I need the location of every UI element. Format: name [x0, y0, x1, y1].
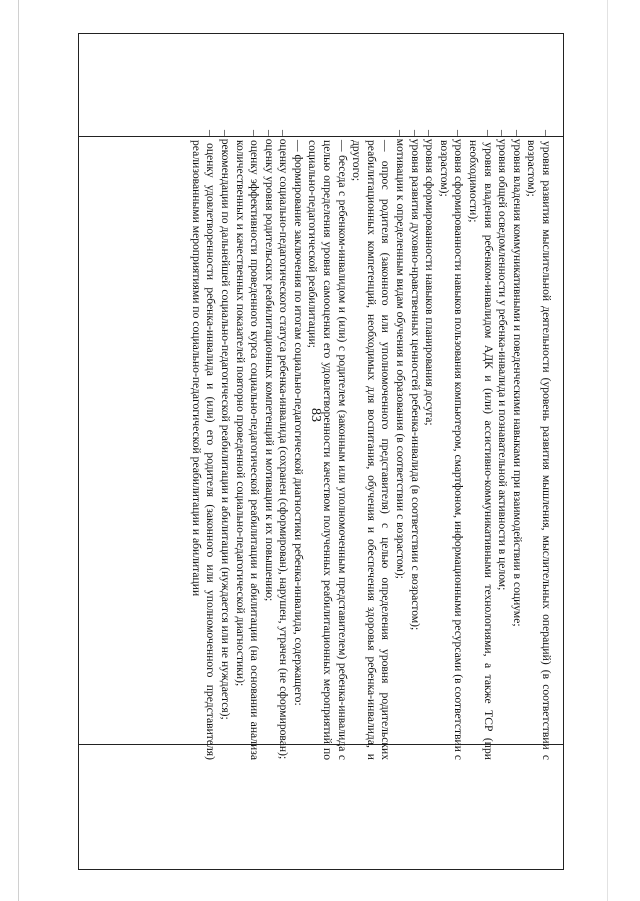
list-item: – оценку социально-педагогического статуса ребенка-инвалида (сохранен (сформирован), нарушен, утрачен (не сформирован); — [277, 130, 291, 760]
table-cell-text — [83, 130, 553, 761]
list-item: – уровня развития мыслительной деятельности (уровень развития мышления, мыслительных операций) (в соответствии с возрастом); — [525, 130, 553, 760]
list-item: – рекомендации по дальнейшей социально-педагогической реабилитации и абилитации (нуждается или не нуждается); — [218, 130, 232, 720]
list-item: – уровня владения коммуникативными и поведенческими навыками при взаимодействии в социуме; — [510, 130, 524, 627]
list-item: — беседа с ребенком-инвалидом и (или) с родителем (законным или уполномоченным представителем) ребенка-инвалида с целью определения уровня самооценки его удовлетворенности качеством полученных реабилитационных мероприятий по социально-педагогической реабилитации; — [306, 140, 349, 760]
list-item: – мотивации к определенным видам обучения и образования (в соответствии с возрастом); — [394, 130, 408, 579]
table-border-bottom — [78, 869, 564, 870]
list-item: – уровня общей осведомленности у ребенка-инвалида и познавательной активности в целом; — [496, 130, 510, 591]
list-item: — опрос родителя (законного или уполномоченного представителя) с целью определения уровня родительских реабилитационных компетенций, необходимых для воспитания, обучения и обеспечения здоровья ребенка-инвалида, и другого; — [350, 140, 393, 760]
list-item: — формирование заключения по итогам социально-педагогической диагностики ребенка-инвалида, содержащего: — [291, 140, 305, 706]
list-item: – уровня владения ребенком-инвалидом АДК и (или) ассистивно-коммуникативными технологиями, а также ТСР (при необходимости); — [467, 130, 495, 760]
scan-edge-left — [18, 0, 19, 901]
list-item: – оценку уровня родительских реабилитационных компетенций и мотивации к их повышению; — [262, 130, 276, 602]
page-number: 83 — [308, 408, 323, 422]
list-item: – уровня развития духовно-нравственных ценностей ребенка-инвалида (в соответствии с возрастом); — [408, 130, 422, 631]
list-item: – уровня сформированности навыков пользования компьютером, смартфоном, информационными ресурсами (в соответствии с возрастом); — [437, 130, 466, 761]
table-border-top — [78, 33, 564, 34]
list-item: – оценку удовлетворенности ребенка-инвалида и (или) его родителя (законного или уполномоченного представителя) реализованными мероприятиями по социально-педагогической реабилитации и абилитации — [189, 130, 218, 760]
list-item: – оценку эффективности проведенного курса социально-педагогической реабилитации и абилитации (на основании анализа количественных и качественных показателей повторно проведенной социально-педагогической диагностики); — [233, 130, 262, 760]
list-item: – уровня сформированности навыков планирования досуга; — [423, 130, 437, 426]
scan-edge-right — [607, 0, 608, 901]
